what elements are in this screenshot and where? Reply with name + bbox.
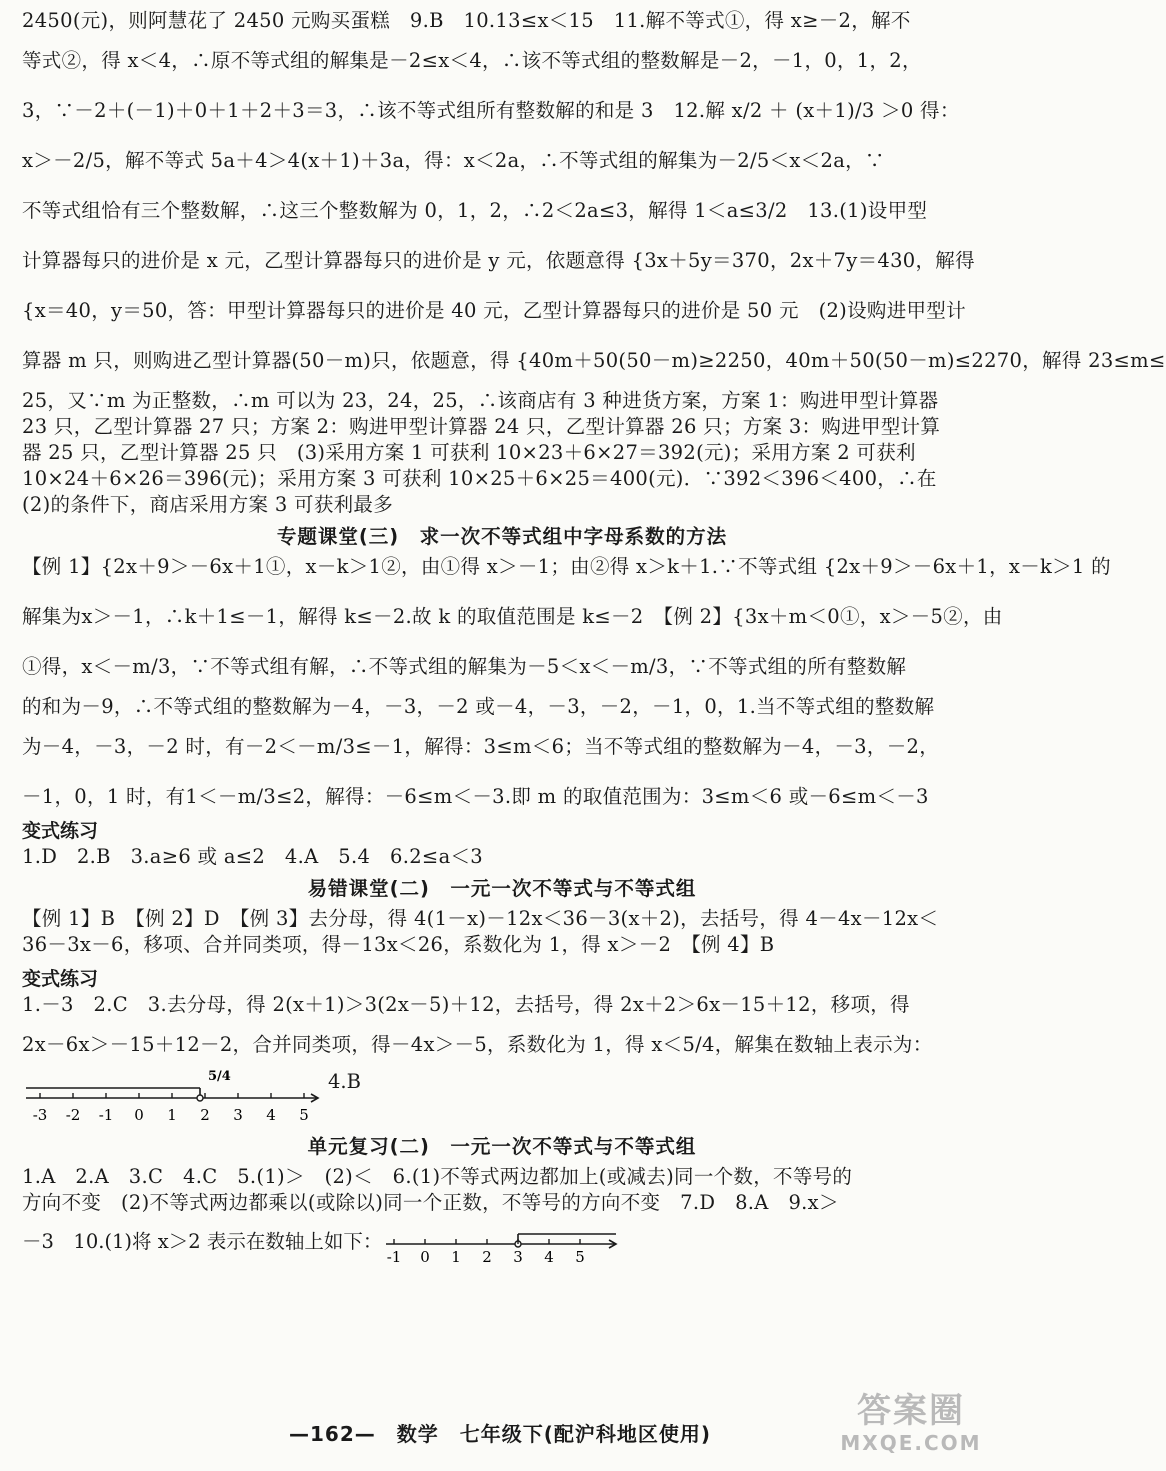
- tick-label: 5: [575, 1248, 585, 1266]
- text-line: －3 10.(1)将 x＞2 表示在数轴上如下：: [22, 1230, 383, 1253]
- text-line: 【例 1】{2x＋9＞－6x＋1①，x－k＞1②，由①得 x＞－1；由②得 x＞k＋1.∵不等式组 {2x＋9＞－6x＋1，x－k＞1 的: [22, 555, 1111, 578]
- tick-label: 4: [266, 1106, 276, 1124]
- tick-label: -2: [65, 1106, 81, 1124]
- tick-label: 0: [134, 1106, 144, 1124]
- text-line: 计算器每只的进价是 x 元，乙型计算器每只的进价是 y 元，依题意得 {3x＋5y＝370，2x＋7y＝430，解得: [22, 249, 975, 272]
- text-line: 10×24＋6×26＝396(元)；采用方案 3 可获利 10×25＋6×25＝400(元)．∵392＜396＜400，∴在: [22, 467, 937, 490]
- watermark-top: 答案圈: [857, 1391, 965, 1431]
- marker-label: 5/4: [208, 1069, 231, 1084]
- section-heading-unit-review-2: 单元复习(二) 一元一次不等式与不等式组: [307, 1135, 697, 1158]
- number-line-1: [22, 1058, 322, 1128]
- text-line: 方向不变 (2)不等式两边都乘以(或除以)同一个正数，不等号的方向不变 7.D 8.A 9.x＞: [22, 1191, 839, 1214]
- answer-page: [22, 8, 1166, 1266]
- text-line: －1，0，1 时，有1＜－m/3≤2，解得：－6≤m＜－3.即 m 的取值范围为：3≤m＜6 或－6≤m＜－3: [22, 785, 929, 808]
- text-line: 解集为x＞－1，∴k＋1≤－1，解得 k≤－2.故 k 的取值范围是 k≤－2 【例 2】{3x＋m＜0①，x＞－5②，由: [22, 605, 1003, 628]
- page-footer: —162— 数学 七年级下(配沪科地区使用): [288, 1422, 712, 1446]
- tick-label: 1: [167, 1106, 177, 1124]
- tick-label: 2: [200, 1106, 210, 1124]
- text-line: 36－3x－6，移项、合并同类项，得－13x＜26，系数化为 1，得 x＞－2 【例 4】B: [22, 933, 775, 956]
- text-line: ①得，x＜－m/3，∵不等式组有解，∴不等式组的解集为－5＜x＜－m/3，∵不等式组的所有整数解: [22, 655, 907, 678]
- section-heading-topic-3: 专题课堂(三) 求一次不等式组中字母系数的方法: [276, 525, 728, 548]
- text-line: 器 25 只，乙型计算器 25 只 (3)采用方案 1 可获利 10×23＋6×27＝392(元)；采用方案 2 可获利: [22, 441, 916, 464]
- text-line: 23 只，乙型计算器 27 只；方案 2：购进甲型计算器 24 只，乙型计算器 26 只；方案 3：购进甲型计算: [22, 415, 941, 438]
- tick-label: 3: [233, 1106, 243, 1124]
- watermark-bottom: MXQE.COM: [840, 1431, 982, 1455]
- text-line: (2)的条件下，商店采用方案 3 可获利最多: [22, 493, 394, 516]
- text-line: 3，∵－2＋(－1)＋0＋1＋2＋3＝3，∴该不等式组所有整数解的和是 3 12.解 x/2 ＋ (x＋1)/3 ＞0 得：: [22, 99, 960, 122]
- tick-label: 4: [544, 1248, 554, 1266]
- text-line: 25，又∵m 为正整数，∴m 可以为 23，24，25，∴该商店有 3 种进货方案，方案 1：购进甲型计算器: [22, 389, 939, 412]
- tick-label: 2: [482, 1248, 492, 1266]
- text-line: 为－4，－3，－2 时，有－2＜－m/3≤－1，解得：3≤m＜6；当不等式组的整数解为－4，－3，－2，: [22, 735, 939, 758]
- number-line-2: [382, 1216, 622, 1266]
- section-heading-error-prone-2: 易错课堂(二) 一元一次不等式与不等式组: [307, 877, 697, 900]
- text-line: 1.D 2.B 3.a≥6 或 a≤2 4.A 5.4 6.2≤a＜3: [22, 845, 483, 868]
- text-line: {x＝40，y＝50，答：甲型计算器每只的进价是 40 元，乙型计算器每只的进价是 50 元 (2)设购进甲型计: [22, 299, 966, 322]
- answer-4: 4.B: [328, 1070, 361, 1093]
- text-line: 不等式组恰有三个整数解，∴这三个整数解为 0，1，2，∴2＜2a≤3，解得 1＜a≤3/2 13.(1)设甲型: [22, 199, 928, 222]
- text-line: 的和为－9，∴不等式组的整数解为－4，－3，－2 或－4，－3，－2，－1，0，1.当不等式组的整数解: [22, 695, 935, 718]
- text-line: 算器 m 只，则购进乙型计算器(50－m)只，依题意，得 {40m＋50(50－m)≥2250，40m＋50(50－m)≤2270，解得 23≤m≤: [22, 349, 1166, 372]
- tick-label: -3: [32, 1106, 48, 1124]
- watermark-logo: [836, 1391, 986, 1461]
- number-line-figure-1: [22, 1058, 982, 1128]
- text-line: 2x－6x＞－15＋12－2，合并同类项，得－4x＞－5，系数化为 1，得 x＜5/4，解集在数轴上表示为：: [22, 1033, 933, 1056]
- tick-label: 5: [299, 1106, 309, 1124]
- text-line: x＞－2/5，解不等式 5a＋4＞4(x＋1)＋3a，得：x＜2a，∴不等式组的解集为－2/5＜x＜2a，∵: [22, 149, 885, 172]
- tick-label: -1: [386, 1248, 402, 1266]
- text-line: 1.－3 2.C 3.去分母，得 2(x＋1)＞3(2x－5)＋12，去括号，得 2x＋2＞6x－15＋12，移项，得: [22, 993, 910, 1016]
- tick-label: 0: [420, 1248, 430, 1266]
- text-line: 【例 1】B 【例 2】D 【例 3】去分母，得 4(1－x)－12x＜36－3(x＋2)，去括号，得 4－4x－12x＜: [22, 907, 939, 930]
- text-line: 2450(元)，则阿慧花了 2450 元购买蛋糕 9.B 10.13≤x＜15 11.解不等式①，得 x≥－2，解不: [22, 9, 911, 32]
- tick-label: -1: [98, 1106, 114, 1124]
- tick-label: 1: [451, 1248, 461, 1266]
- tick-label: 3: [513, 1248, 523, 1266]
- variant-practice-label: 变式练习: [22, 820, 99, 842]
- text-line: 等式②，得 x＜4，∴原不等式组的解集是－2≤x＜4，∴该不等式组的整数解是－2，－1，0，1，2，: [22, 49, 922, 72]
- text-line: 1.A 2.A 3.C 4.C 5.(1)＞ (2)＜ 6.(1)不等式两边都加上(或减去)同一个数，不等号的: [22, 1165, 853, 1188]
- answer-10-line: [22, 1216, 982, 1266]
- variant-practice-label: 变式练习: [22, 968, 99, 990]
